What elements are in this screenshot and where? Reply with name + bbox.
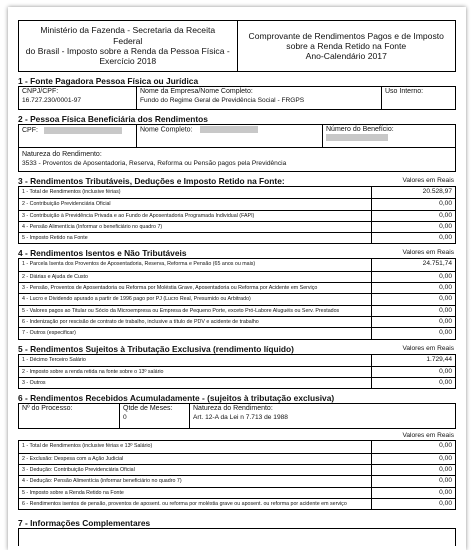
income-statement-form — [18, 20, 456, 546]
section-2-title: 2 - Pessoa Física Beneficiária dos Rendimentos — [18, 114, 208, 124]
row-value: 0,00 — [371, 222, 455, 232]
accumulated-income-table — [18, 440, 456, 510]
row-description: 2 - Exclusão: Despesa com a Ação Judicial — [22, 455, 124, 462]
cnpj-cell — [19, 87, 136, 109]
row-description: 6 - Indenização por rescisão de contrato de trabalho, inclusive a título de PDV e acidente de trabalho — [22, 318, 259, 325]
table-row — [19, 198, 455, 209]
redacted-cpf — [44, 127, 122, 134]
row-value: 0,00 — [371, 199, 455, 209]
row-description: 3 - Pensão, Proventos de Aposentadoria ou Reforma por Moléstia Grave, Aposentadoria ou Reforma por Acidente em Serviço — [22, 285, 318, 292]
row-value: 0,00 — [371, 272, 455, 282]
row-description: 3 - Dedução: Contribuição Previdenciária Oficial — [22, 467, 135, 474]
table-row — [19, 366, 455, 377]
issuer-line-2: do Brasil - Imposto sobre a Renda da Pessoa Física - — [25, 46, 230, 56]
row-value: 0,00 — [371, 306, 455, 316]
row-description: 7 - Outros (especificar) — [22, 330, 76, 337]
table-row — [19, 187, 455, 198]
table-row — [19, 355, 455, 366]
table-row — [19, 327, 455, 338]
cpf-label: CPF: — [22, 126, 38, 134]
cpf-cell — [19, 125, 136, 147]
row-description: 4 - Lucro e Dividendo apurado a partir de 1996 pago por PJ (Lucro Real, Presumido ou Arbitrado) — [22, 296, 251, 303]
payer-name-label: Nome da Empresa/Nome Completo: — [140, 88, 253, 95]
payer-name-value: Fundo do Regime Geral de Previdência Social - FRGPS — [140, 97, 305, 104]
row-value: 0,00 — [371, 317, 455, 327]
table-row — [19, 441, 455, 452]
row-description: 5 - Imposto Retido na Fonte — [22, 235, 88, 242]
beneficiary-grid — [18, 124, 456, 172]
row-value: 0,00 — [371, 441, 455, 452]
accumulated-nature-cell — [189, 404, 455, 428]
table-row — [19, 210, 455, 221]
table-row — [19, 453, 455, 464]
beneficiary-name-label: Nome Completo: — [140, 126, 193, 134]
accumulated-income-header-grid — [18, 403, 456, 429]
table-row — [19, 293, 455, 304]
table-row — [19, 305, 455, 316]
section-4-title: 4 - Rendimentos Isentos e Não Tributáveis Valores em Reais — [18, 248, 454, 259]
row-description: 5 - Valores pagos ao Titular ou Sócio da Microempresa ou Empresa de Pequeno Porte, exceto Pró-Labore Aluguéis ou Serv. Prestados — [22, 307, 340, 314]
months-cell — [119, 404, 189, 428]
row-description: 4 - Pensão Alimentícia (Informar o beneficiário no quadro 7) — [22, 223, 163, 230]
row-value: 0,00 — [371, 378, 455, 388]
benefit-number-label: Número do Benefício: — [326, 126, 394, 133]
exempt-income-table — [18, 258, 456, 339]
table-row — [19, 259, 455, 270]
row-description: 2 - Contribuição Previdenciária Oficial — [22, 201, 111, 208]
row-description: 1 - Parcela Isenta dos Proventos de Aposentadoria, Reserva, Reforma e Pensão (65 anos ou mais) — [22, 261, 256, 268]
title-line-2: sobre a Renda Retido na Fonte — [286, 40, 407, 51]
row-value: 0,00 — [371, 476, 455, 486]
redacted-name — [200, 126, 258, 133]
income-nature-value: 3533 - Proventos de Aposentadoria, Reserva, Reforma ou Pensão pagos pela Previdência — [22, 160, 287, 167]
section-3-currency-label: Valores em Reais — [402, 177, 454, 184]
issuer-line-1: Ministério da Fazenda - Secretaria da Receita Federal — [40, 25, 216, 46]
table-row — [19, 232, 455, 243]
accumulated-nature-label: Natureza do Rendimento: — [193, 405, 273, 413]
table-row — [19, 498, 455, 509]
row-description: 2 - Diárias e Ajuda de Custo — [22, 273, 88, 280]
internal-use-label: Uso Interno: — [385, 88, 424, 95]
section-6-currency-row — [18, 432, 456, 440]
income-nature-label: Natureza do Rendimento: — [22, 151, 102, 158]
process-number-cell — [19, 404, 119, 428]
row-value: 0,00 — [371, 499, 455, 509]
redacted-benefit-number — [326, 134, 388, 141]
taxable-income-table — [18, 186, 456, 244]
internal-use-cell — [381, 87, 455, 109]
document-page — [8, 7, 466, 550]
row-value: 24.751,74 — [371, 259, 455, 270]
table-row — [19, 377, 455, 388]
months-value: 0 — [123, 414, 127, 422]
section-5-title: 5 - Rendimentos Sujeitos à Tributação Exclusiva (rendimento líquido) Valores em Reais — [18, 343, 454, 354]
row-description: 3 - Outros — [22, 380, 46, 387]
benefit-number-cell — [322, 125, 455, 147]
accumulated-nature-value: Art. 12-A da Lei n 7.713 de 1988 — [193, 414, 288, 422]
cnpj-value: 16.727.230/0001-97 — [22, 97, 82, 104]
row-value: 20.528,97 — [371, 187, 455, 198]
row-value: 0,00 — [371, 454, 455, 464]
issuer-block — [19, 21, 238, 71]
payer-name-cell — [136, 87, 381, 109]
title-line-3: Ano-Calendário 2017 — [305, 51, 387, 62]
row-description: 5 - Imposto sobre a Renda Retido na Fonte — [22, 489, 124, 496]
table-row — [19, 464, 455, 475]
exclusive-taxation-table — [18, 354, 456, 390]
section-5-currency-label: Valores em Reais — [402, 344, 454, 352]
document-title-block — [238, 21, 456, 71]
beneficiary-name-cell — [136, 125, 322, 147]
section-6-title: 6 - Rendimentos Recebidos Acumuladamente - (sujeitos à tributação exclusiva) — [18, 393, 335, 404]
table-row — [19, 221, 455, 232]
section-7-title: 7 - Informações Complementares — [18, 518, 151, 529]
row-value: 1.729,44 — [371, 355, 455, 366]
row-value: 0,00 — [371, 211, 455, 221]
row-value: 0,00 — [371, 465, 455, 475]
row-description: 1 - Total de Rendimentos (inclusive férias e 13º Salário) — [22, 443, 153, 450]
months-label: Qtde de Meses: — [123, 405, 173, 413]
row-description: 1 - Décimo Terceiro Salário — [22, 356, 86, 363]
section-6-currency-label: Valores em Reais — [402, 432, 454, 440]
row-value: 0,00 — [371, 367, 455, 377]
row-value: 0,00 — [371, 283, 455, 293]
row-description: 6 - Rendimentos isentos de pensão, proventos de aposent. ou reforma por moléstia grave ou aposent. ou reforma por acidente em serviço — [22, 500, 347, 507]
row-value: 0,00 — [371, 294, 455, 304]
row-description: 2 - Imposto sobre a renda retida na fonte sobre o 13º salário — [22, 368, 164, 375]
payer-grid — [18, 86, 456, 110]
table-row — [19, 282, 455, 293]
complementary-info-box — [18, 528, 456, 546]
row-value: 0,00 — [371, 488, 455, 498]
row-value: 0,00 — [371, 328, 455, 338]
section-1-title: 1 - Fonte Pagadora Pessoa Física ou Jurídica — [18, 76, 199, 86]
row-description: 1 - Total de Rendimentos (inclusive férias) — [22, 189, 121, 195]
row-description: 3 - Contribuição à Previdência Privada e ao Fundo de Aposentadoria Programada Individual (FAPI) — [22, 212, 255, 219]
form-header — [18, 20, 456, 72]
cnpj-label: CNPJ/CPF: — [22, 88, 59, 95]
row-value: 0,00 — [371, 233, 455, 243]
income-nature-cell — [19, 148, 455, 171]
table-row — [19, 316, 455, 327]
row-description: 4 - Dedução: Pensão Alimentícia (informar beneficiário no quadro 7) — [22, 478, 182, 485]
issuer-line-3: Exercício 2018 — [99, 56, 157, 67]
table-row — [19, 271, 455, 282]
section-4-currency-label: Valores em Reais — [402, 249, 454, 257]
section-3-title: 3 - Rendimentos Tributáveis, Deduções e Imposto Retido na Fonte: Valores em Reais — [18, 176, 454, 186]
title-line-1: Comprovante de Rendimentos Pagos e de Imposto — [248, 30, 444, 41]
table-row — [19, 487, 455, 498]
table-row — [19, 475, 455, 486]
process-number-label: Nº do Processo: — [22, 405, 73, 413]
